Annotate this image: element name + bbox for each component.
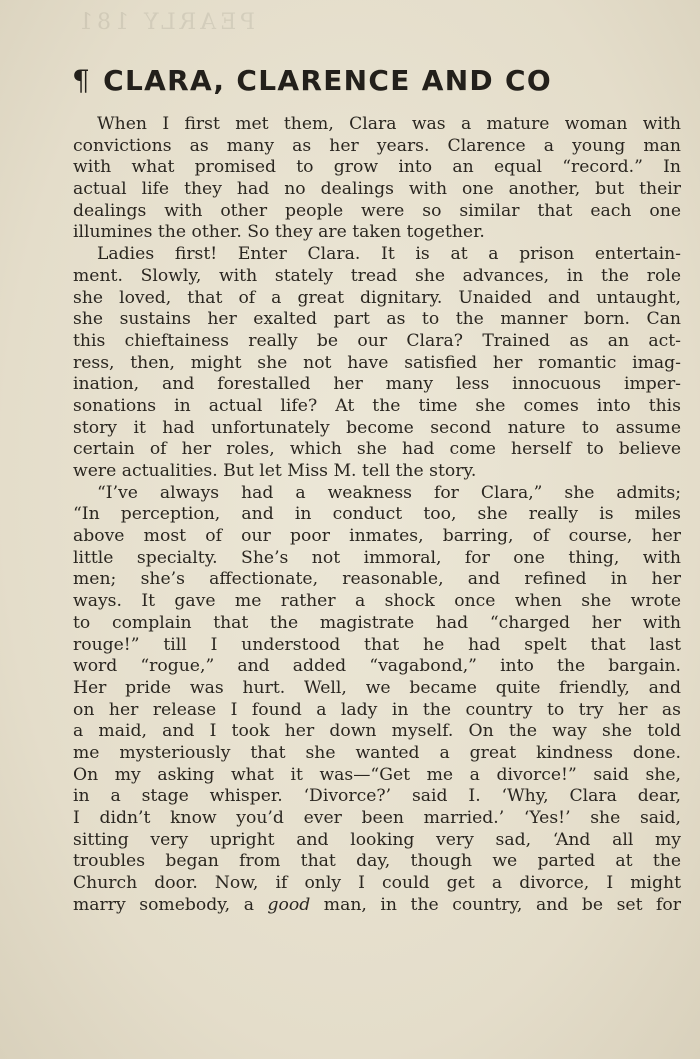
emphasis-word: good xyxy=(267,894,311,915)
text-line: Church door. Now, if only I could get a divorce, I might xyxy=(73,873,681,894)
text-line: men; she’s affectionate, reasonable, and refined in her xyxy=(73,569,681,590)
text-line-final xyxy=(73,895,681,917)
text-line: to complain that the magistrate had “charged her with xyxy=(73,612,681,633)
text-line: ination, and forestalled her many less innocuous imper- xyxy=(73,374,681,395)
text-line: sonations in actual life? At the time she comes into this xyxy=(73,395,681,416)
text-line: ment. Slowly, with stately tread she advances, in the role xyxy=(73,265,681,286)
text-line: dealings with other people were so similar that each one xyxy=(73,200,681,221)
final-line-end: man, in the country, and be set for xyxy=(310,894,681,915)
text-line: story it had unfortunately become second nature to assume xyxy=(73,417,681,438)
text-line: I didn’t know you’d ever been married.’ ‘Yes!’ she said, xyxy=(73,808,681,828)
text-line: troubles began from that day, though we parted at the xyxy=(73,851,681,872)
body-text xyxy=(73,114,681,916)
text-line: rouge!” till I understood that he had spelt that last xyxy=(73,634,681,655)
text-line: on her release I found a lady in the country to try her as xyxy=(73,699,681,720)
text-line: ways. It gave me rather a shock once when she wrote xyxy=(73,591,681,612)
text-line: a maid, and I took her down myself. On the way she told xyxy=(73,721,681,742)
running-head-bleed-through: PEARLY 181 xyxy=(75,10,256,35)
pilcrow-icon: ¶ xyxy=(72,64,92,97)
text-line: word “rogue,” and added “vagabond,” into the bargain. xyxy=(73,656,681,677)
text-line: certain of her roles, which she had come herself to believe xyxy=(73,439,681,460)
text-line: this chieftainess really be our Clara? Trained as an act- xyxy=(73,330,681,351)
text-line: were actualities. But let Miss M. tell the story. xyxy=(73,461,477,481)
text-line: little specialty. She’s not immoral, for one thing, with xyxy=(73,547,681,568)
text-line: she sustains her exalted part as to the manner born. Can xyxy=(73,309,681,330)
text-line: Ladies first! Enter Clara. It is at a prison entertain- xyxy=(97,244,681,265)
text-line: me mysteriously that she wanted a great kindness done. xyxy=(73,742,681,763)
text-line: above most of our poor inmates, barring, of course, her xyxy=(73,526,681,547)
text-line: “I’ve always had a weakness for Clara,” she admits; xyxy=(97,482,681,503)
text-line: When I first met them, Clara was a mature woman with xyxy=(97,114,681,134)
chapter-heading xyxy=(72,64,552,97)
text-line: On my asking what it was—“Get me a divorce!” said she, xyxy=(73,764,681,785)
text-line: illumines the other. So they are taken together. xyxy=(73,222,485,243)
text-line: “In perception, and in conduct too, she really is miles xyxy=(73,504,681,525)
text-line: actual life they had no dealings with one another, but their xyxy=(73,179,681,200)
text-line: convictions as many as her years. Clarence a young man xyxy=(73,135,681,156)
final-line-start: marry somebody, a xyxy=(73,894,268,915)
text-line: sitting very upright and looking very sad, ‘And all my xyxy=(73,829,681,850)
text-line: in a stage whisper. ‘Divorce?’ said I. ‘Why, Clara dear, xyxy=(73,786,681,807)
chapter-title: CLARA, CLARENCE AND CO xyxy=(103,64,552,97)
text-line: with what promised to grow into an equal “record.” In xyxy=(73,157,681,178)
text-line: Her pride was hurt. Well, we became quite friendly, and xyxy=(73,677,681,698)
text-line: ress, then, might she not have satisfied her romantic imag- xyxy=(73,352,681,373)
text-line: she loved, that of a great dignitary. Unaided and untaught, xyxy=(73,287,681,308)
